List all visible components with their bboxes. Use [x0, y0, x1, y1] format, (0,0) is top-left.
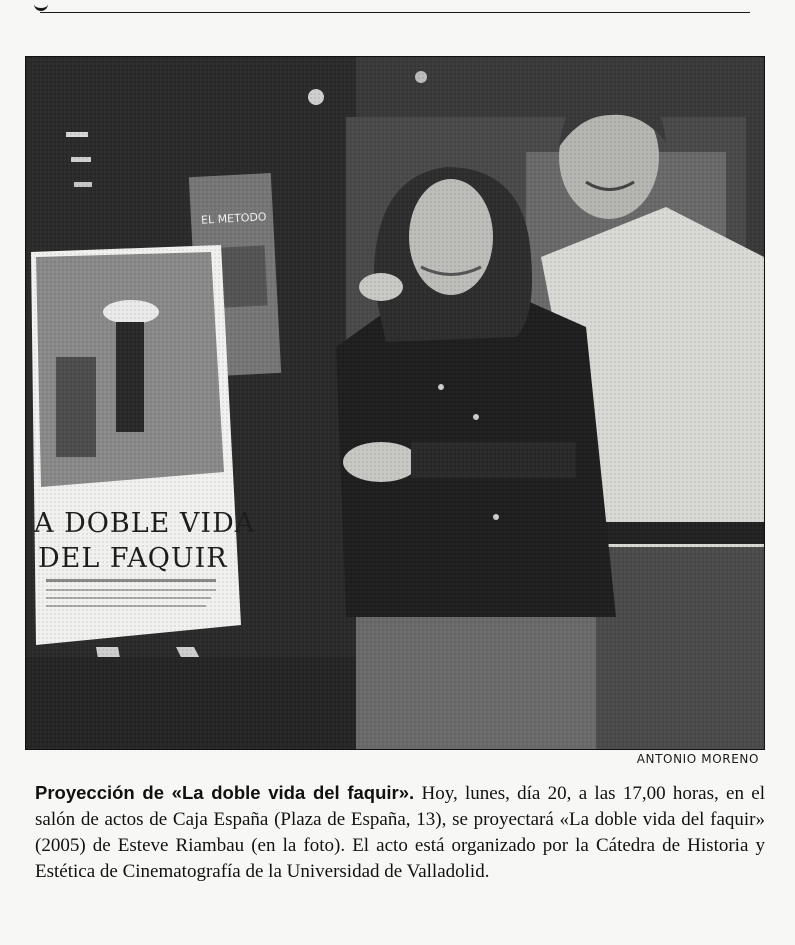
top-rule	[40, 12, 750, 13]
caption-headline: Proyección de «La doble vida del faquir».	[35, 782, 415, 803]
column-corner-mark	[34, 0, 48, 11]
news-photo	[25, 56, 765, 750]
photo-credit: ANTONIO MORENO	[636, 752, 759, 766]
photo-illustration	[26, 57, 764, 749]
caption-body: Hoy, lunes, día 20, a las 17,00 horas, en el salón de actos de Caja España (Plaza de España, 13), se proyectará «La doble vida del faquir» (2005) de Esteve Riambau (en la foto). El acto está organizado por la Cátedra de Historia y Estética de Cinematografía de la Universidad de Valladolid.	[35, 783, 765, 882]
photo-caption	[35, 780, 765, 885]
